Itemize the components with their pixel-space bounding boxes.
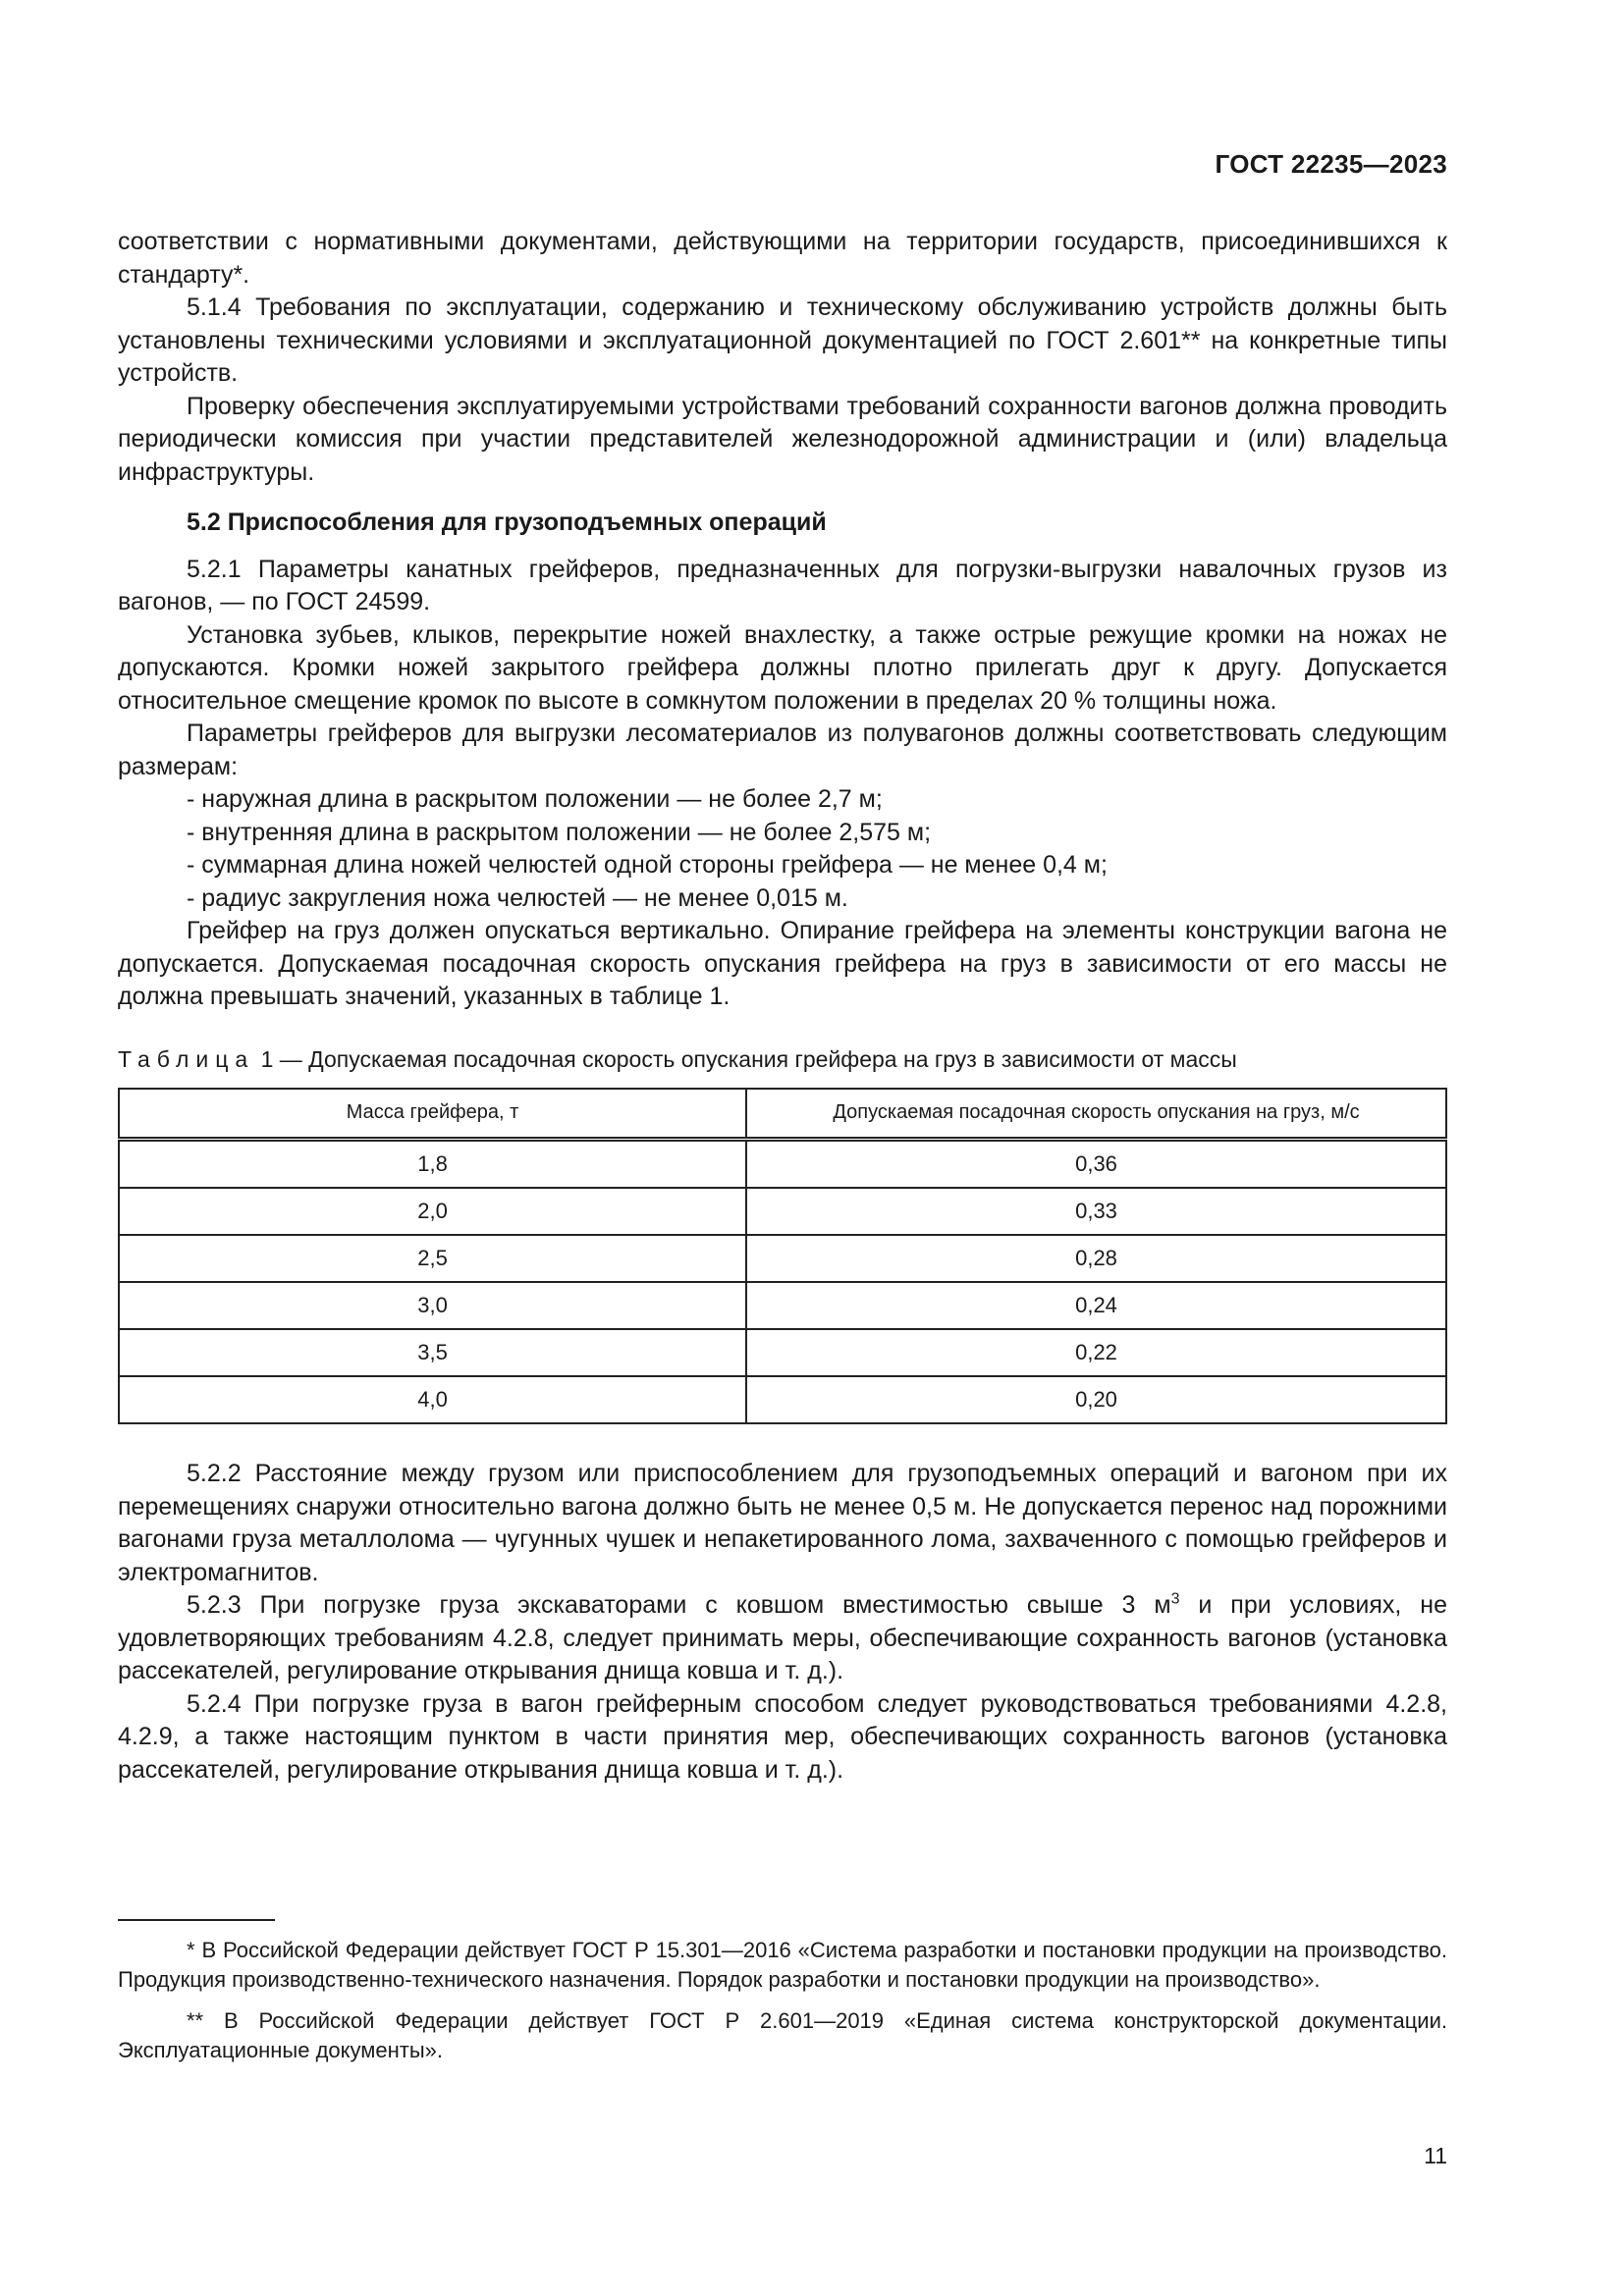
list-item: - наружная длина в раскрытом положении — не более 2,7 м; <box>187 785 883 813</box>
paragraph-5-2-1: 5.2.1 Параметры канатных грейферов, предназначенных для погрузки-выгрузки навалочных грузов из вагонов, — по ГОСТ 24599. <box>118 555 1447 615</box>
table-cell: 0,28 <box>746 1235 1446 1282</box>
footnote: ** В Российской Федерации действует ГОСТ Р 2.601—2019 «Единая система конструкторской документации. Эксплуатационные документы». <box>118 2008 1447 2062</box>
table-row <box>119 1235 1446 1282</box>
table-row <box>119 1282 1446 1329</box>
section-heading: 5.2 Приспособления для грузоподъемных операций <box>187 508 827 536</box>
paragraph-5-2-4: 5.2.4 При погрузке груза в вагон грейферным способом следует руководствоваться требованиями 4.2.8, 4.2.9, а также настоящим пунктом в части принятия мер, обеспечивающих сохранность вагонов (установка рассекателей, регулирование открывания днища ковша и т. д.). <box>118 1689 1447 1784</box>
list-item: - внутренняя длина в раскрытом положении — не более 2,575 м; <box>187 818 932 846</box>
paragraph-5-2-3 <box>118 1589 1447 1688</box>
column-header-mass: Масса грейфера, т <box>119 1089 746 1140</box>
table-cell: 1,8 <box>119 1140 746 1189</box>
table-cell: 3,5 <box>119 1329 746 1376</box>
table-cell: 0,24 <box>746 1282 1446 1329</box>
list-item: - суммарная длина ножей челюстей одной стороны грейфера — не менее 0,4 м; <box>187 851 1108 879</box>
footnote-divider <box>118 1919 275 1921</box>
list-item: - радиус закругления ножа челюстей — не менее 0,015 м. <box>187 883 848 912</box>
footnotes <box>118 1936 1447 2077</box>
table-cell: 2,0 <box>119 1188 746 1235</box>
table-cell: 3,0 <box>119 1282 746 1329</box>
table-header-row <box>119 1089 1446 1140</box>
paragraph: Установка зубьев, клыков, перекрытие ножей внахлестку, а также острые режущие кромки на ножах не допускаются. Кромки ножей закрытого грейфера должны плотно прилегать друг к другу. Допускается относительное смещение кромок по высоте в сомкнутом положении в пределах 20 % толщины ножа. <box>118 620 1447 715</box>
table-cell: 2,5 <box>119 1235 746 1282</box>
superscript: 3 <box>1170 1590 1180 1608</box>
table-row <box>119 1140 1446 1189</box>
paragraph-5-1-4: 5.1.4 Требования по эксплуатации, содержанию и техническому обслуживанию устройств должны быть установлены техническими условиями и эксплуатационной документацией по ГОСТ 2.601** на конкретные типы устройств. <box>118 294 1447 387</box>
paragraph-5-2-3-part-a: 5.2.3 При погрузке груза экскаваторами с ковшом вместимостью свыше 3 м <box>187 1591 1171 1619</box>
data-table <box>118 1088 1447 1424</box>
table-cell: 0,22 <box>746 1329 1446 1376</box>
paragraph: Проверку обеспечения эксплуатируемыми устройствами требований сохранности вагонов должна проводить периодически комиссия при участии представителей железнодорожной администрации и (или) владельца инфраструктуры. <box>118 392 1447 486</box>
page-number: 11 <box>1424 2143 1447 2168</box>
footnote: * В Российской Федерации действует ГОСТ Р 15.301—2016 «Система разработки и постановки продукции на производство. Продукция производственно-технического назначения. Порядок разработки и постановки продукции на производство». <box>118 1938 1447 1992</box>
table-row <box>119 1329 1446 1376</box>
table-row <box>119 1376 1446 1423</box>
table-cell: 0,20 <box>746 1376 1446 1423</box>
paragraph: Грейфер на груз должен опускаться вертикально. Опирание грейфера на элементы конструкции вагона не допускается. Допускаемая посадочная скорость опускания грейфера на груз в зависимости от его массы не должна превышать значений, указанных в таблице 1. <box>118 917 1447 1010</box>
table-row <box>119 1188 1446 1235</box>
paragraph: соответствии с нормативными документами, действующими на территории государств, присоединившихся к стандарту*. <box>118 228 1447 289</box>
document-body <box>118 226 1447 1787</box>
table-cell: 0,33 <box>746 1188 1446 1235</box>
table-cell: 0,36 <box>746 1140 1446 1189</box>
paragraph-5-2-2: 5.2.2 Расстояние между грузом или приспособлением для грузоподъемных операций и вагоном при их перемещениях снаружи относительно вагона должно быть не менее 0,5 м. Не допускается перенос над порожними вагонами груза металлолома — чугунных чушек и непакетированного лома, захваченного с помощью грейферов и электромагнитов. <box>118 1460 1447 1586</box>
paragraph-5-2-3-part-b: и при условиях, не удовлетворяющих требованиям 4.2.8, следует принимать меры, обеспечивающие сохранность вагонов (установка рассекателей, регулирование открывания днища ковша и т. д.). <box>118 1591 1447 1684</box>
table-caption <box>118 1043 1447 1077</box>
document-header: ГОСТ 22235—2023 <box>1215 149 1447 179</box>
column-header-speed: Допускаемая посадочная скорость опускания на груз, м/с <box>746 1089 1446 1140</box>
paragraph: Параметры грейферов для выгрузки лесоматериалов из полувагонов должны соответствовать следующим размерам: <box>118 720 1447 780</box>
document-page <box>118 0 1447 2296</box>
table-caption-text: 1 — Допускаемая посадочная скорость опускания грейфера на груз в зависимости от массы <box>254 1045 1237 1072</box>
table-caption-label: Таблица <box>118 1045 255 1072</box>
table-cell: 4,0 <box>119 1376 746 1423</box>
